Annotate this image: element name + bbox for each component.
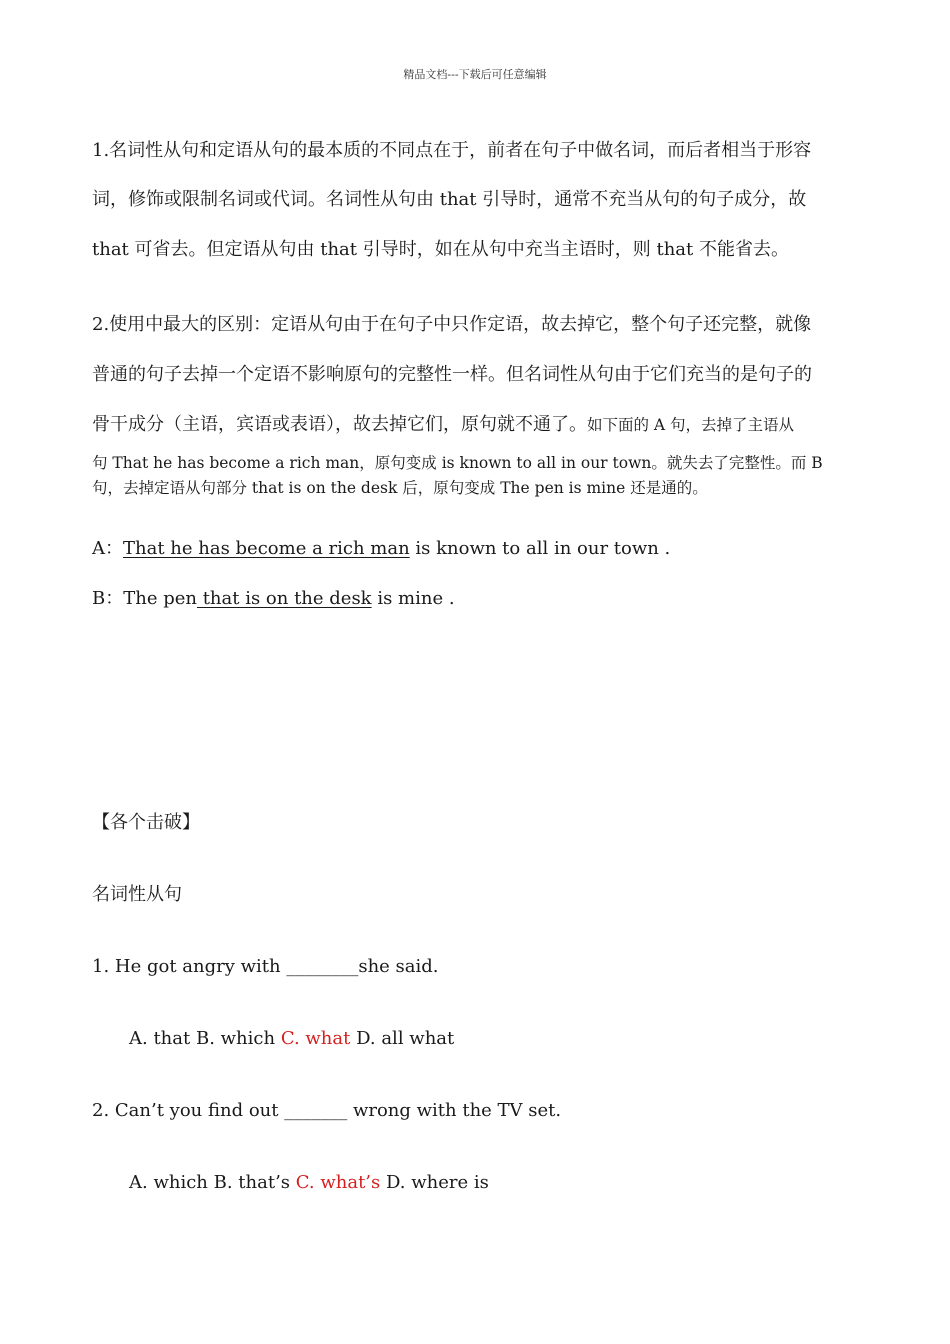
example-b-clause: that is on the desk: [196, 588, 372, 609]
section-title: 【各个击破】: [92, 812, 200, 833]
para2-line3-note: 如下面的 A 句，去掉了主语从: [587, 416, 795, 434]
q2-option-d: D. where is: [386, 1172, 489, 1193]
q1-option-d: D. all what: [356, 1028, 455, 1049]
para2-line1: 2.使用中最大的区别：定语从句由于在句子中只作定语，故去掉它，整个句子还完整，就像: [92, 314, 812, 335]
para2-line3: [92, 413, 794, 437]
question-1-stem: 1. He got angry with ________she said.: [92, 956, 439, 977]
q1-option-b: B. which: [195, 1028, 276, 1049]
para2-line5: 句，去掉定语从句部分 that is on the desk 后，原句变成 The pen is mine 还是通的。: [92, 479, 708, 497]
example-b: [92, 587, 455, 611]
question-1-options: [129, 1027, 454, 1051]
q2-option-b: B. that’s: [213, 1172, 291, 1193]
example-b-prefix: B：The pen: [92, 588, 197, 609]
para2-line4: 句 That he has become a rich man，原句变成 is known to all in our town。就失去了完整性。而 B: [92, 454, 823, 472]
q2-option-a: A. which: [129, 1172, 208, 1193]
page-header: 精品文档---下载后可任意编辑: [403, 68, 547, 81]
q1-option-c-answer: C. what: [280, 1028, 351, 1049]
q2-option-c-answer: C. what’s: [295, 1172, 381, 1193]
para1-line1: 1.名词性从句和定语从句的最本质的不同点在于，前者在句子中做名词，而后者相当于形容: [92, 140, 812, 161]
subsection-title: 名词性从句: [92, 884, 182, 905]
example-a-clause: That he has become a rich man: [123, 538, 410, 559]
q1-option-a: A. that: [129, 1028, 191, 1049]
question-2-stem: 2. Can’t you find out _______ wrong with the TV set.: [92, 1100, 562, 1121]
example-a-rest: is known to all in our town .: [409, 538, 671, 559]
para1-line3: that 可省去。但定语从句由 that 引导时，如在从句中充当主语时，则 that 不能省去。: [92, 239, 789, 260]
para2-line3-main: 骨干成分（主语，宾语或表语），故去掉它们，原句就不通了。: [92, 414, 587, 435]
example-a: [92, 537, 670, 561]
para1-line2: 词，修饰或限制名词或代词。名词性从句由 that 引导时，通常不充当从句的句子成分，故: [92, 189, 807, 210]
para2-line2: 普通的句子去掉一个定语不影响原句的完整性一样。但名词性从句由于它们充当的是句子的: [92, 364, 812, 385]
example-a-prefix: A：: [92, 538, 123, 559]
example-b-rest: is mine .: [371, 588, 455, 609]
question-2-options: [129, 1171, 489, 1195]
